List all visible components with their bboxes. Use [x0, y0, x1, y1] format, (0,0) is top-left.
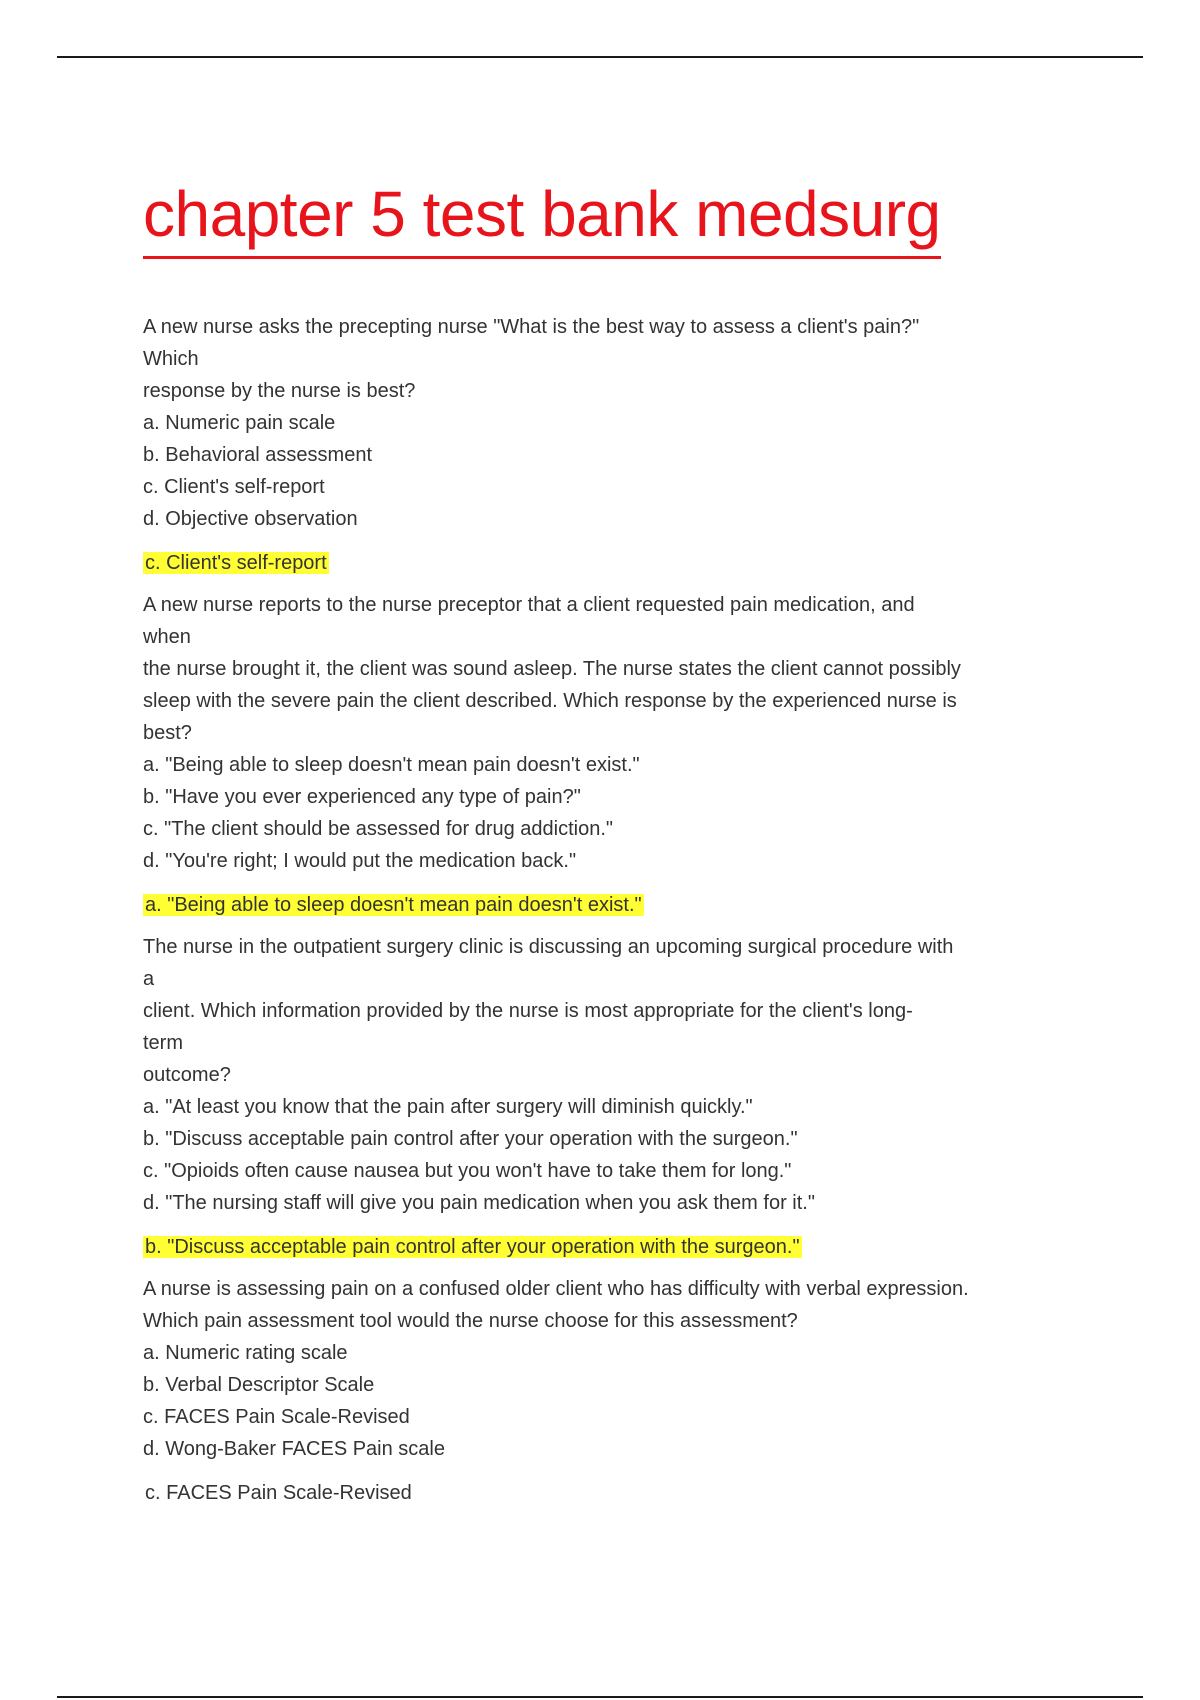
- answer-text: c. FACES Pain Scale-Revised: [145, 1482, 412, 1504]
- option-a: a. Numeric rating scale: [143, 1342, 348, 1364]
- header-rule: [57, 56, 1143, 58]
- question-stem-line: term: [143, 1032, 183, 1054]
- question-stem-line: when: [143, 626, 191, 648]
- answer-options: [143, 407, 1073, 535]
- question-3: [143, 931, 1073, 1219]
- option-a: a. "At least you know that the pain after surgery will diminish quickly.": [143, 1096, 753, 1118]
- highlighted-answer: b. "Discuss acceptable pain control after your operation with the surgeon.": [145, 1236, 800, 1258]
- correct-answer-2: [143, 891, 1073, 919]
- option-b: b. Behavioral assessment: [143, 444, 373, 466]
- option-b: b. "Have you ever experienced any type of pain?": [143, 786, 581, 808]
- document-title: chapter 5 test bank medsurg: [143, 172, 941, 259]
- option-c: c. "The client should be assessed for drug addiction.": [143, 818, 614, 840]
- question-stem-line: response by the nurse is best?: [143, 380, 416, 402]
- question-stem-line: client. Which information provided by the nurse is most appropriate for the client's long-: [143, 1000, 913, 1022]
- option-d: d. "You're right; I would put the medication back.": [143, 850, 577, 872]
- highlighted-answer: a. "Being able to sleep doesn't mean pain doesn't exist.": [145, 894, 642, 916]
- option-b: b. Verbal Descriptor Scale: [143, 1374, 375, 1396]
- option-c: c. FACES Pain Scale-Revised: [143, 1406, 410, 1428]
- option-d: d. Objective observation: [143, 508, 358, 530]
- answer-options: [143, 749, 1073, 877]
- question-stem-line: a: [143, 968, 155, 990]
- question-stem-line: A nurse is assessing pain on a confused older client who has difficulty with verbal expression.: [143, 1278, 969, 1300]
- option-c: c. "Opioids often cause nausea but you won't have to take them for long.": [143, 1160, 792, 1182]
- option-a: a. Numeric pain scale: [143, 412, 336, 434]
- answer-options: [143, 1091, 1073, 1219]
- question-stem-line: outcome?: [143, 1064, 231, 1086]
- option-b: b. "Discuss acceptable pain control after your operation with the surgeon.": [143, 1128, 798, 1150]
- answer-options: [143, 1337, 1073, 1465]
- question-stem-line: A new nurse reports to the nurse preceptor that a client requested pain medication, and: [143, 594, 915, 616]
- question-stem-line: A new nurse asks the precepting nurse "What is the best way to assess a client's pain?": [143, 316, 920, 338]
- question-stem-line: best?: [143, 722, 192, 744]
- option-d: d. "The nursing staff will give you pain medication when you ask them for it.": [143, 1192, 815, 1214]
- question-1: [143, 311, 1073, 535]
- correct-answer-1: [143, 549, 1073, 577]
- question-2: [143, 589, 1073, 877]
- question-stem-line: Which pain assessment tool would the nurse choose for this assessment?: [143, 1310, 798, 1332]
- option-c: c. Client's self-report: [143, 476, 325, 498]
- option-a: a. "Being able to sleep doesn't mean pain doesn't exist.": [143, 754, 640, 776]
- option-d: d. Wong-Baker FACES Pain scale: [143, 1438, 445, 1460]
- question-stem-line: the nurse brought it, the client was sound asleep. The nurse states the client cannot possibly: [143, 658, 961, 680]
- question-stem-line: Which: [143, 348, 199, 370]
- highlighted-answer: c. Client's self-report: [145, 552, 327, 574]
- question-stem-line: The nurse in the outpatient surgery clinic is discussing an upcoming surgical procedure with: [143, 936, 954, 958]
- question-4: [143, 1273, 1073, 1465]
- question-stem-line: sleep with the severe pain the client described. Which response by the experienced nurse is: [143, 690, 957, 712]
- footer-rule: [57, 1696, 1143, 1698]
- correct-answer-3: [143, 1233, 1073, 1261]
- document-body: [143, 172, 1073, 1519]
- correct-answer-4: [143, 1479, 1073, 1507]
